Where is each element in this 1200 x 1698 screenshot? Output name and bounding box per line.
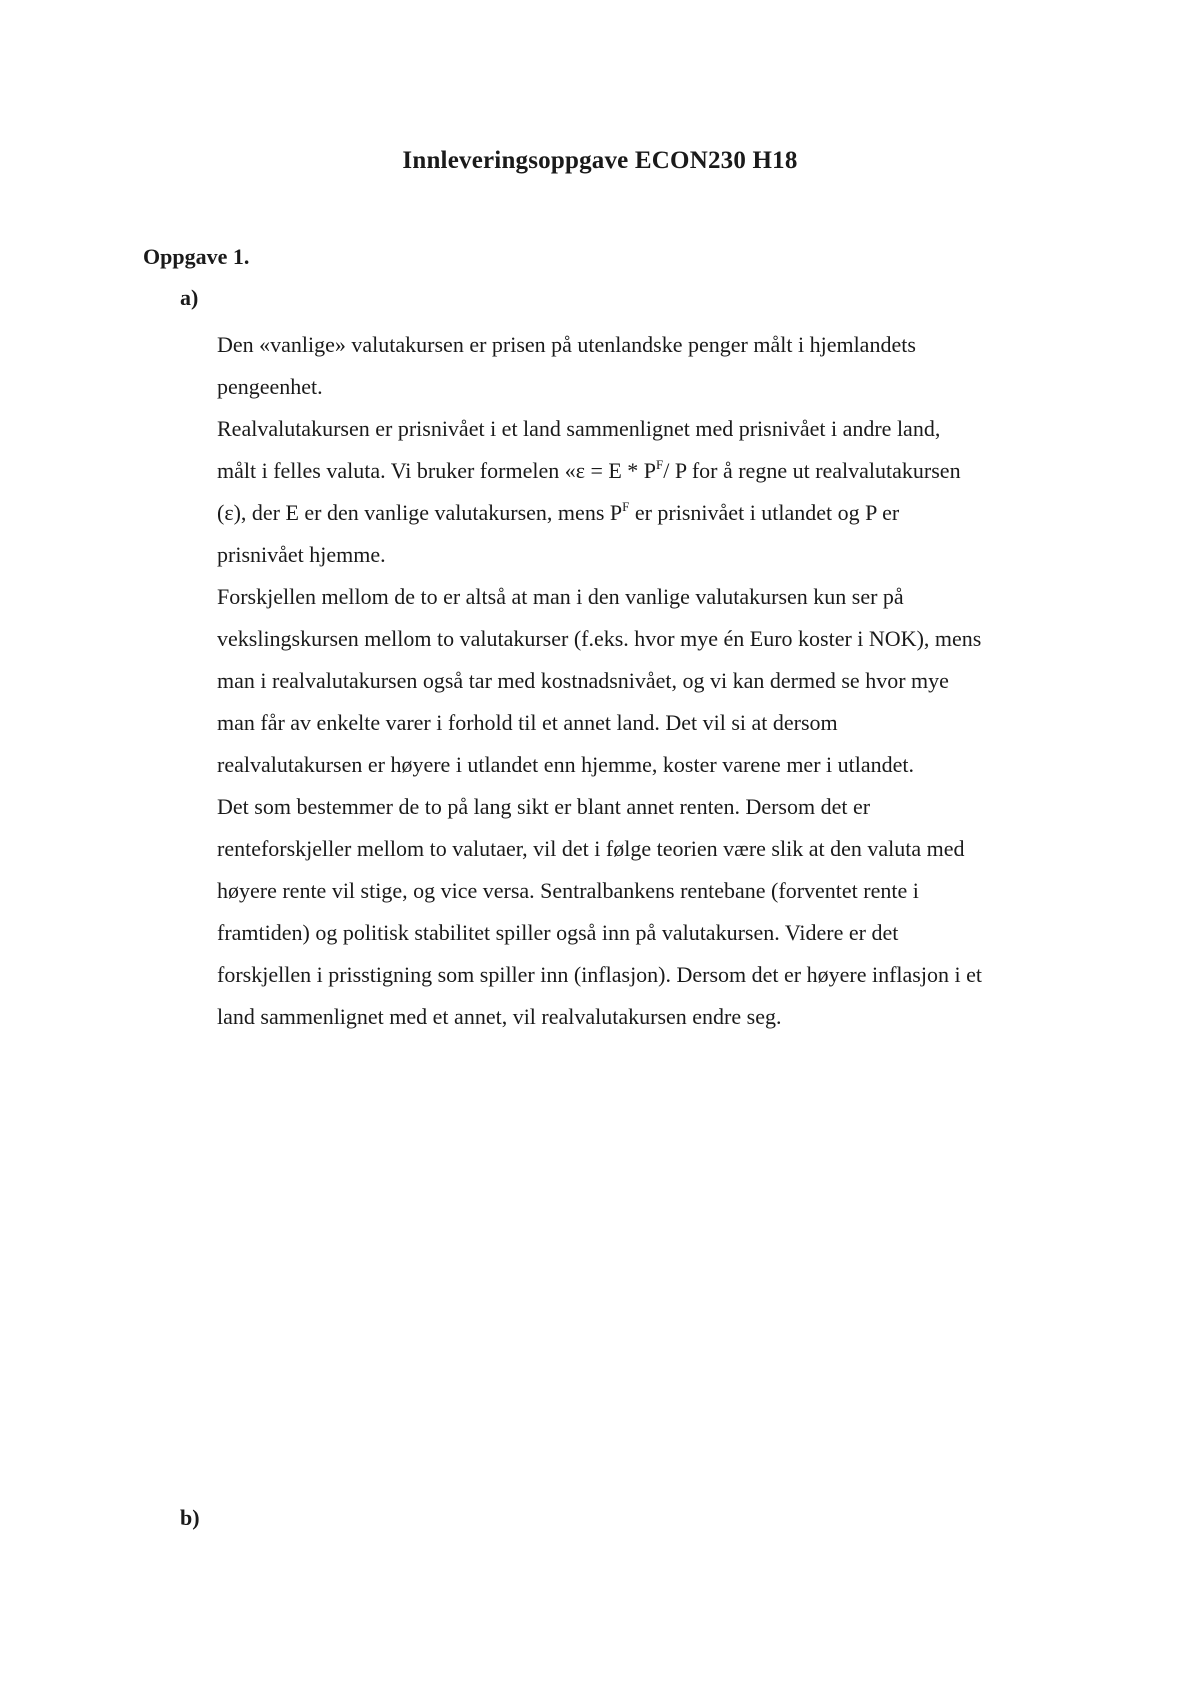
- paragraph-line: høyere rente vil stige, og vice versa. Sentralbankens rentebane (forventet rente i: [217, 878, 919, 903]
- paragraph-line: renteforskjeller mellom to valutaer, vil det i følge teorien være slik at den valuta med: [217, 836, 965, 861]
- paragraph-line: Det som bestemmer de to på lang sikt er blant annet renten. Dersom det er: [217, 794, 871, 819]
- formula-superscript: F: [656, 457, 664, 472]
- paragraph-line: realvalutakursen er høyere i utlandet enn hjemme, koster varene mer i utlandet.: [217, 752, 914, 777]
- paragraph-line: Den «vanlige» valutakursen er prisen på utenlandske penger målt i hjemlandets: [217, 332, 916, 357]
- paragraph-line: Realvalutakursen er prisnivået i et land sammenlignet med prisnivået i andre land,: [217, 416, 941, 441]
- formula-line: [217, 450, 1077, 492]
- paragraph-line: Forskjellen mellom de to er altså at man i den vanlige valutakursen kun ser på: [217, 584, 904, 609]
- paragraph-line: man får av enkelte varer i forhold til et annet land. Det vil si at dersom: [217, 710, 838, 735]
- paragraph-line: framtiden) og politisk stabilitet spiller også inn på valutakursen. Videre er det: [217, 920, 899, 945]
- document-title: Innleveringsoppgave ECON230 H18: [402, 147, 798, 174]
- paragraph-line: pengeenhet.: [217, 374, 323, 399]
- paragraph-line: forskjellen i prisstigning som spiller inn (inflasjon). Dersom det er høyere inflasjon i et: [217, 962, 982, 987]
- formula-text-before: målt i felles valuta. Vi bruker formelen «ε = E * P: [217, 458, 657, 483]
- part-b-label: b): [180, 1505, 200, 1530]
- paragraph-line: vekslingskursen mellom to valutakurser (f.eks. hvor mye én Euro koster i NOK), mens: [217, 626, 982, 651]
- paragraph-line: man i realvalutakursen også tar med kostnadsnivået, og vi kan dermed se hvor mye: [217, 668, 949, 693]
- part-a-label: a): [180, 285, 199, 310]
- paragraph-line: land sammenlignet med et annet, vil realvalutakursen endre seg.: [217, 1004, 782, 1029]
- epsilon-definition-line: [217, 492, 1077, 534]
- definition-text-after: er prisnivået i utlandet og P er: [629, 500, 900, 525]
- section-heading: Oppgave 1.: [143, 244, 250, 269]
- definition-superscript: F: [622, 499, 630, 514]
- paragraph-line: prisnivået hjemme.: [217, 542, 386, 567]
- formula-text-after: / P for å regne ut realvalutakursen: [663, 458, 961, 483]
- part-a-body: [217, 324, 1077, 1038]
- definition-text-before: (ε), der E er den vanlige valutakursen, mens P: [217, 500, 623, 525]
